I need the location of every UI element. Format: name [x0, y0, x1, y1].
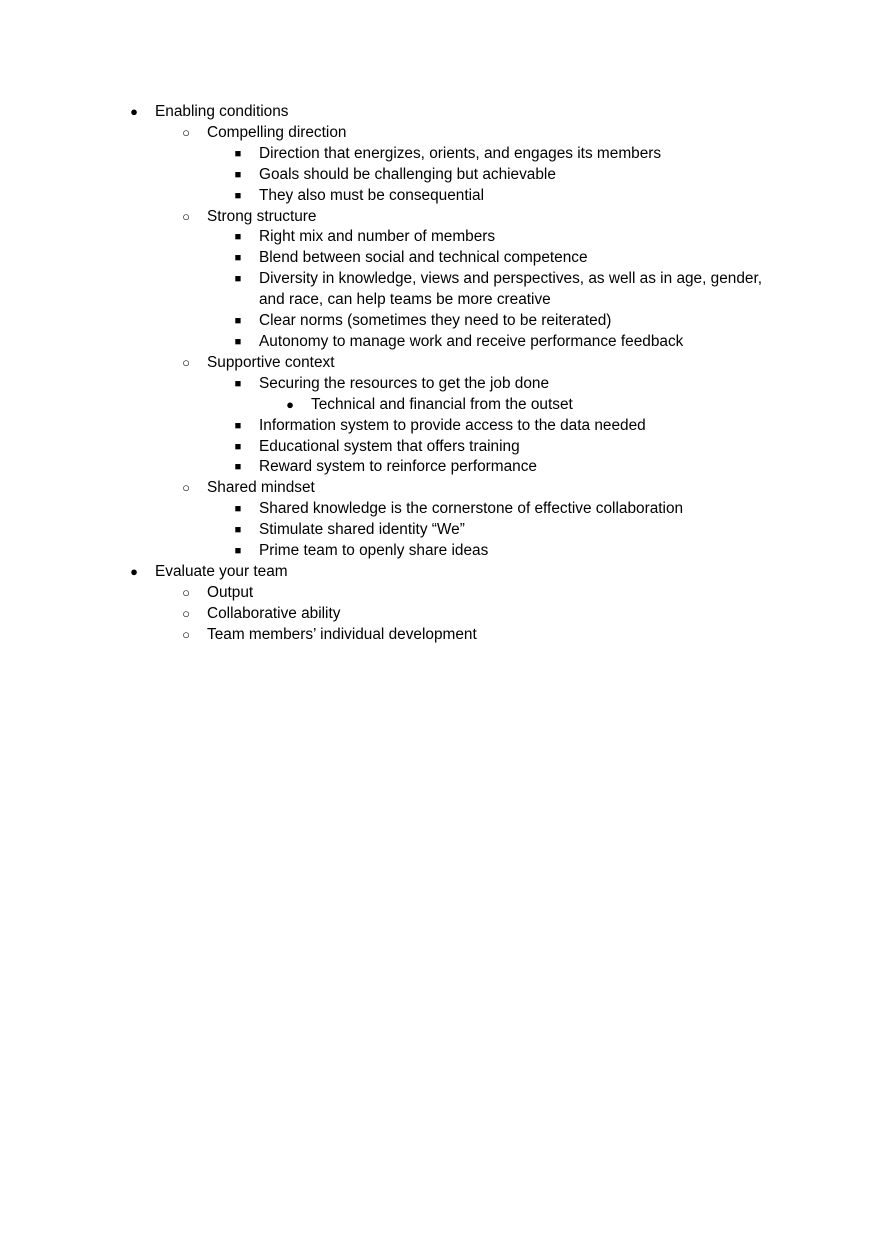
outline-item-level-2 — [0, 374, 880, 395]
outline-item-level-2 — [0, 520, 880, 541]
outline-item-text: Clear norms (sometimes they need to be reiterated) — [259, 312, 612, 330]
bullet-icon: ● — [286, 396, 294, 412]
outline-item-level-2 — [0, 437, 880, 458]
outline-item-level-0 — [0, 562, 880, 583]
bullet-icon: ○ — [182, 208, 190, 224]
bullet-icon: ■ — [234, 503, 242, 516]
outline-item-text: Reward system to reinforce performance — [259, 458, 537, 476]
outline-item-level-1 — [0, 478, 880, 499]
outline-item-text: Shared knowledge is the cornerstone of effective collaboration — [259, 500, 684, 518]
outline-item-level-3 — [0, 395, 880, 416]
outline-item-text: They also must be consequential — [259, 186, 485, 204]
bullet-icon: ○ — [182, 124, 190, 140]
outline-item-text: Goals should be challenging but achievable — [259, 165, 556, 183]
outline-item-text: Prime team to openly share ideas — [259, 542, 489, 560]
bullet-icon: ○ — [182, 626, 190, 642]
bullet-icon: ○ — [182, 605, 190, 621]
outline-item-level-2 — [0, 541, 880, 562]
outline-item-level-1 — [0, 604, 880, 625]
outline-item-text: Team members’ individual development — [207, 625, 477, 643]
bullet-icon: ■ — [234, 461, 242, 474]
bullet-icon: ■ — [234, 252, 242, 265]
bullet-icon: ■ — [234, 545, 242, 558]
outline-item-text: Right mix and number of members — [259, 228, 496, 246]
outline-item-level-2 — [0, 416, 880, 437]
outline-item-level-1 — [0, 353, 880, 374]
bullet-icon: ■ — [234, 440, 242, 453]
bullet-icon: ■ — [234, 377, 242, 390]
bullet-icon: ● — [130, 104, 138, 119]
outline-item-text: Technical and financial from the outset — [311, 395, 573, 413]
outline-item-level-1 — [0, 123, 880, 144]
outline-item-text: Educational system that offers training — [259, 437, 520, 455]
bullet-icon: ■ — [234, 231, 242, 244]
outline-item-text: Output — [207, 583, 254, 601]
outline-item-level-2 — [0, 457, 880, 478]
bullet-icon: ○ — [182, 354, 190, 370]
bullet-icon: ■ — [234, 168, 242, 181]
outline-item-level-1 — [0, 583, 880, 604]
bullet-icon: ○ — [182, 584, 190, 600]
outline-item-text: Compelling direction — [207, 123, 347, 141]
outline-item-text: Supportive context — [207, 353, 335, 371]
bullet-icon: ■ — [234, 315, 242, 328]
outline-item-text: Blend between social and technical competence — [259, 249, 588, 267]
outline-item-level-2 — [0, 186, 880, 207]
outline-item-level-1 — [0, 625, 880, 646]
outline-item-text: Stimulate shared identity “We” — [259, 521, 465, 539]
outline-item-level-2 — [0, 248, 880, 269]
outline-item-level-2 — [0, 332, 880, 353]
bullet-icon: ■ — [234, 524, 242, 537]
outline-item-text: Evaluate your team — [155, 562, 288, 580]
outline-item-level-2 — [0, 311, 880, 332]
outline-item-text: Information system to provide access to the data needed — [259, 416, 646, 434]
outline-item-text: Strong structure — [207, 207, 317, 225]
outline-item-text: Collaborative ability — [207, 604, 341, 622]
outline-item-text: Securing the resources to get the job done — [259, 374, 550, 392]
bullet-outline — [0, 102, 880, 646]
outline-item-level-2 — [0, 269, 880, 311]
bullet-icon: ■ — [234, 189, 242, 202]
outline-item-level-2 — [0, 144, 880, 165]
outline-item-level-2 — [0, 499, 880, 520]
outline-item-text: Diversity in knowledge, views and perspectives, as well as in age, gender, and race, can help teams be more creative — [259, 270, 763, 309]
outline-item-text: Shared mindset — [207, 479, 315, 497]
bullet-icon: ■ — [234, 419, 242, 432]
outline-item-level-0 — [0, 102, 880, 123]
bullet-icon: ■ — [234, 273, 242, 286]
outline-item-level-2 — [0, 227, 880, 248]
bullet-icon: ● — [130, 563, 138, 579]
outline-item-level-1 — [0, 207, 880, 228]
bullet-icon: ■ — [234, 335, 242, 348]
bullet-icon: ○ — [182, 480, 190, 496]
bullet-icon: ■ — [234, 147, 242, 160]
outline-item-text: Enabling conditions — [155, 103, 289, 120]
outline-item-text: Autonomy to manage work and receive performance feedback — [259, 332, 684, 350]
outline-item-level-2 — [0, 165, 880, 186]
outline-item-text: Direction that energizes, orients, and engages its members — [259, 144, 662, 162]
